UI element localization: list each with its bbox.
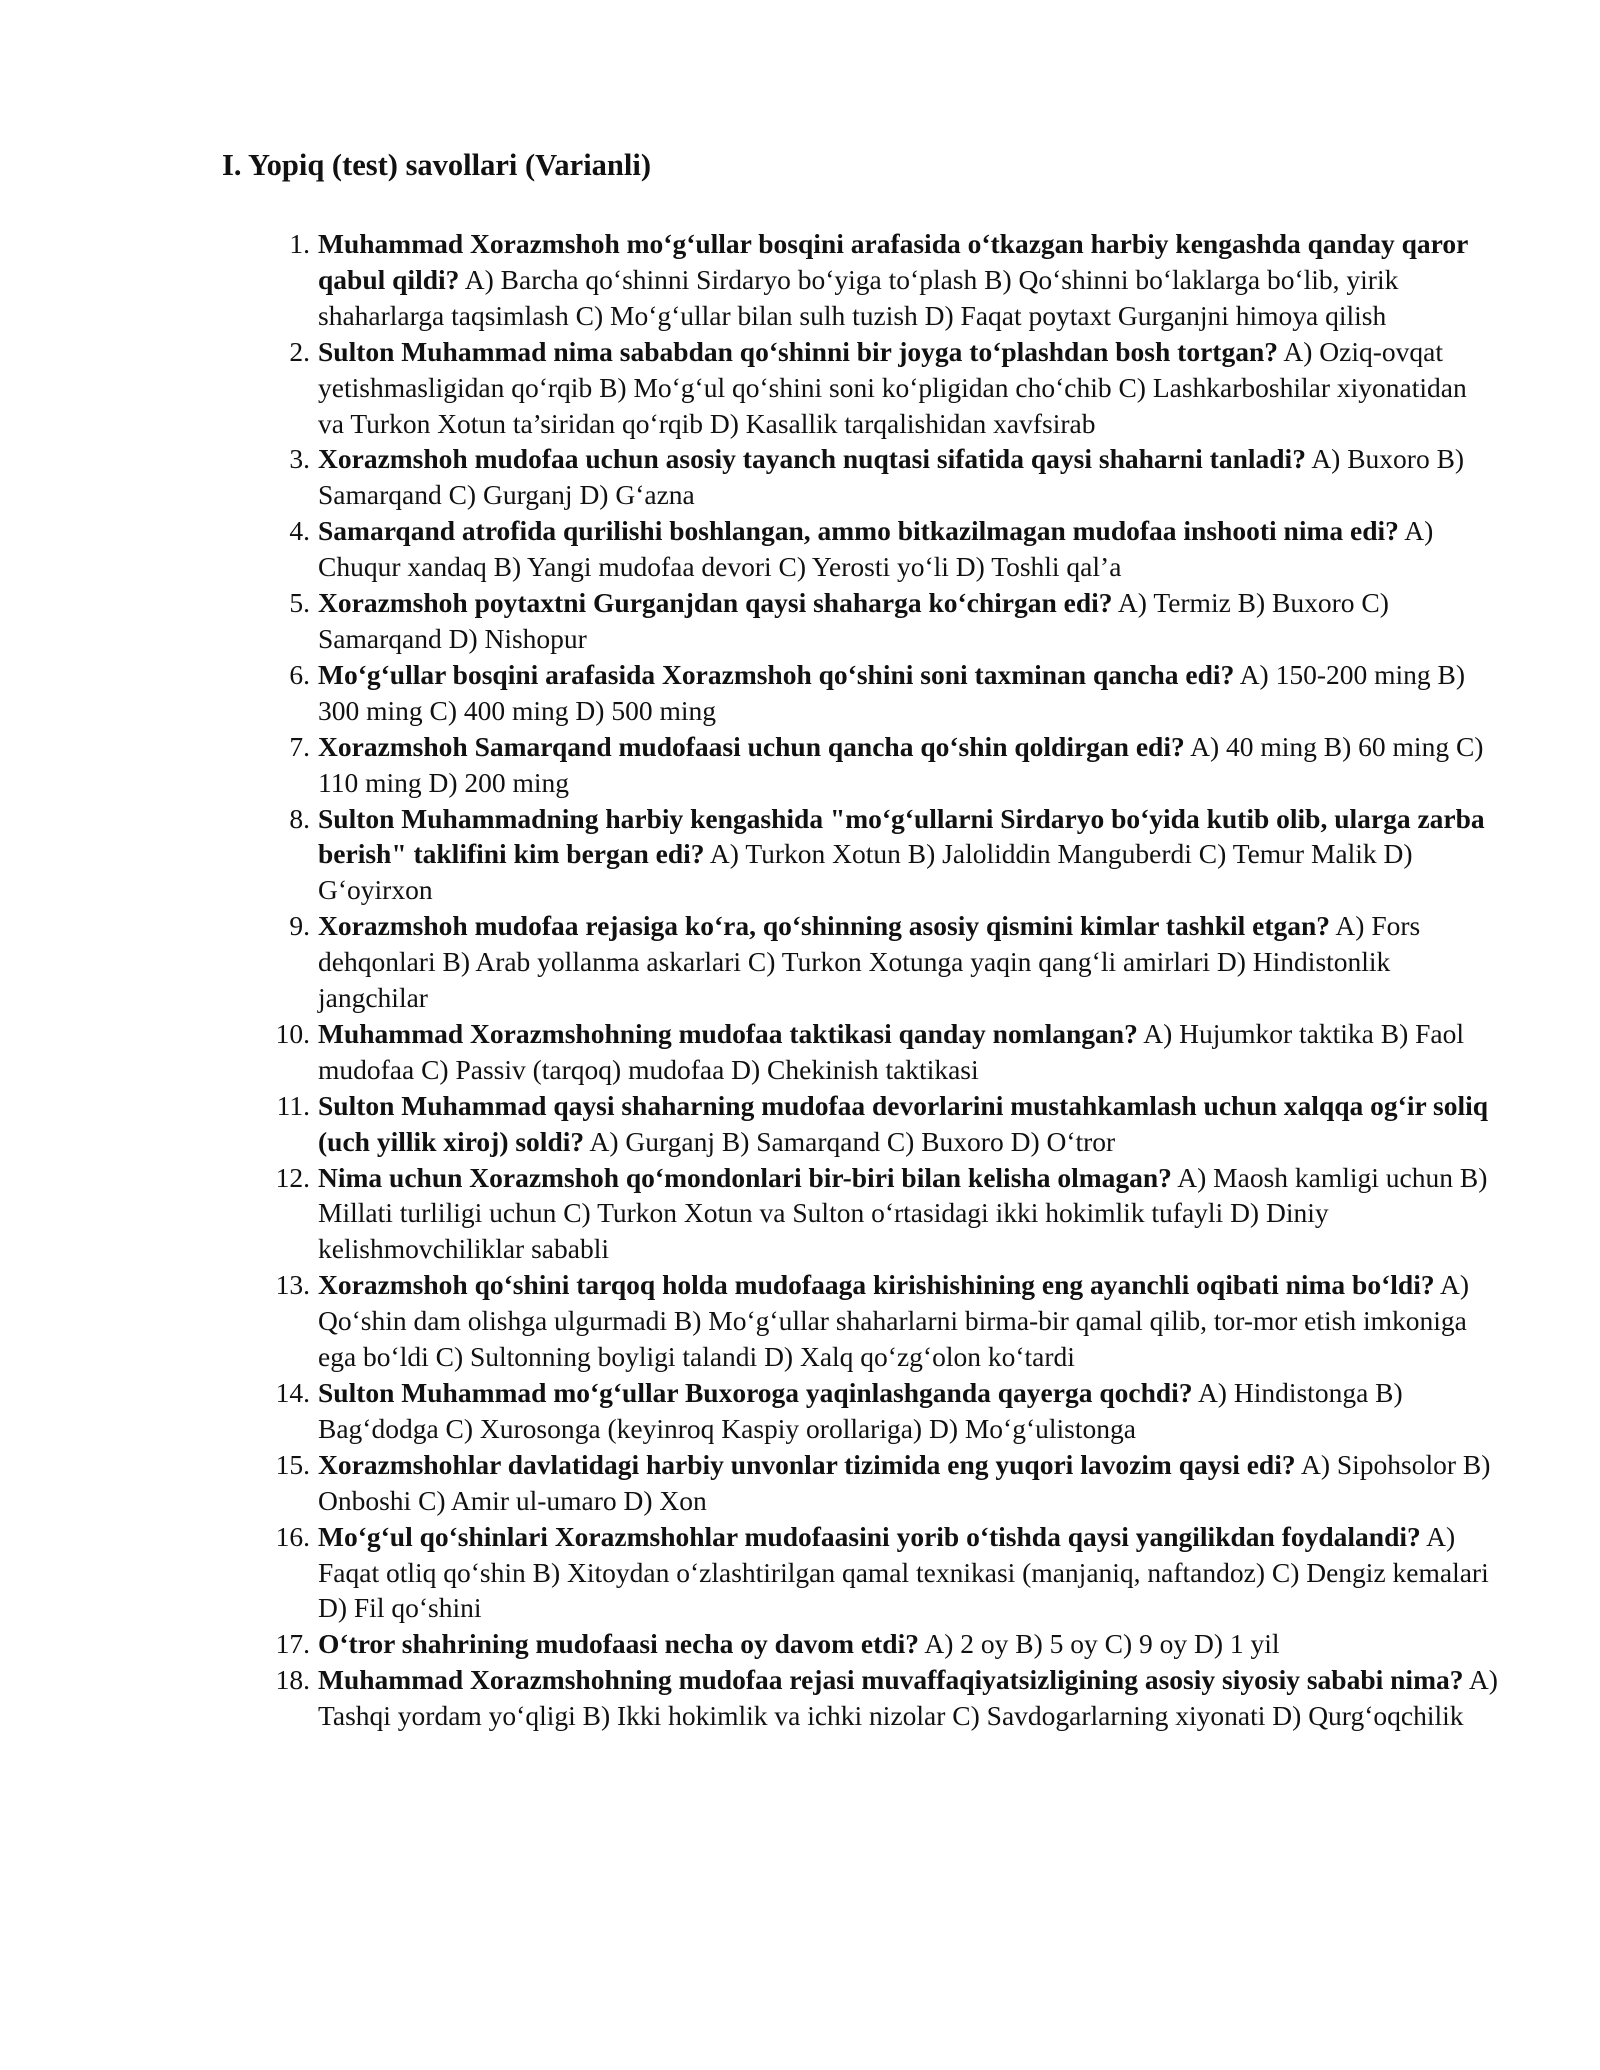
answer-options: A) Qo‘shin dam olishga ulgurmadi B) Mo‘g‘ullar shaharlarni birma-bir qamal qilib, tor-mor etish imkoniga ega bo‘ldi C) Sultonning boyligi talandi D) Xalq qo‘zg‘olon ko‘tardi [318, 1269, 1469, 1373]
question-number: 16. [275, 1520, 310, 1552]
answer-options: A) Turkon Xotun B) Jaloliddin Manguberdi C) Temur Malik D) G‘oyirxon [318, 838, 1413, 906]
question-item [289, 441, 1498, 513]
question-number: 17. [275, 1628, 310, 1660]
question-text: Xorazmshoh mudofaa uchun asosiy tayanch nuqtasi sifatida qaysi shaharni tanladi? [318, 443, 1306, 475]
question-number: 8. [289, 802, 310, 834]
question-item [275, 1662, 1498, 1734]
question-text: Sulton Muhammad mo‘g‘ullar Buxoroga yaqinlashganda qayerga qochdi? [318, 1377, 1193, 1408]
question-text: Xorazmshoh qo‘shini tarqoq holda mudofaaga kirishishining eng ayanchli oqibati nima bo‘ldi? [318, 1269, 1435, 1301]
question-number: 5. [289, 587, 310, 619]
question-text: Xorazmshoh poytaxtni Gurganjdan qaysi shaharga ko‘chirgan edi? [318, 587, 1113, 619]
question-item [275, 1519, 1498, 1627]
answer-options: A) Oziq-ovqat yetishmasligidan qo‘rqib B) Mo‘g‘ul qo‘shini soni ko‘pligidan cho‘chib C) Lashkarboshilar xiyonatidan va Turkon Xotun ta’siridan qo‘rqib D) Kasallik tarqalishidan xavfsirab [318, 335, 1467, 439]
answer-options: A) Hujumkor taktika B) Faol mudofaa C) Passiv (tarqoq) mudofaa D) Chekinish taktikasi [318, 1017, 1464, 1085]
answer-options: A) Buxoro B) Samarqand C) Gurganj D) G‘azna [318, 443, 1465, 511]
question-item [275, 1160, 1498, 1268]
question-item [289, 226, 1498, 334]
question-number: 6. [289, 658, 310, 690]
answer-options: A) Fors dehqonlari B) Arab yollanma askarlari C) Turkon Xotunga yaqin qang‘li amirlari D) Hindistonlik jangchilar [318, 910, 1421, 1014]
answer-options: A) Chuqur xandaq B) Yangi mudofaa devori C) Yerosti yo‘li D) Toshli qal’a [318, 515, 1434, 583]
question-text: Sulton Muhammadning harbiy kengashida "mo‘g‘ullarni Sirdaryo bo‘yida kutib olib, ularga zarba berish" taklifini kim bergan edi? [318, 802, 1485, 870]
question-text: Muhammad Xorazmshohning mudofaa rejasi muvaffaqiyatsizligining asosiy siyosiy sababi nima? [318, 1664, 1464, 1696]
question-number: 9. [289, 910, 310, 942]
question-item [275, 1016, 1498, 1088]
answer-options: A) Barcha qo‘shinni Sirdaryo bo‘yiga to‘plash B) Qo‘shinni bo‘laklarga bo‘lib, yirik shaharlarga taqsimlash C) Mo‘g‘ullar bilan sulh tuzish D) Faqat poytaxt Gurganjni himoya qilish [318, 263, 1399, 331]
question-item [289, 801, 1498, 909]
question-text: Sulton Muhammad nima sababdan qo‘shinni bir joyga to‘plashdan bosh tortgan? [318, 335, 1278, 367]
question-text: Mo‘g‘ul qo‘shinlari Xorazmshohlar mudofaasini yorib o‘tishda qaysi yangilikdan foydalandi? [318, 1520, 1421, 1552]
question-item [289, 908, 1498, 1016]
question-number: 13. [275, 1269, 310, 1301]
answer-options: A) Tashqi yordam yo‘qligi B) Ikki hokimlik va ichki nizolar C) Savdogarlarning xiyonati D) Qurg‘oqchilik [318, 1664, 1498, 1732]
question-number: 10. [275, 1017, 310, 1049]
question-number: 15. [275, 1448, 310, 1480]
question-item [276, 1088, 1498, 1160]
question-item [275, 1447, 1498, 1519]
question-text: Sulton Muhammad qaysi shaharning mudofaa devorlarini mustahkamlash uchun xalqqa og‘ir soliq (uch yillik xiroj) soldi? [318, 1089, 1489, 1157]
answer-options: A) Gurganj B) Samarqand C) Buxoro D) O‘tror [589, 1125, 1116, 1157]
question-number: 18. [275, 1664, 310, 1696]
question-number: 2. [289, 335, 310, 367]
question-text: Xorazmshoh Samarqand mudofaasi uchun qancha qo‘shin qoldirgan edi? [318, 730, 1185, 762]
question-item [289, 729, 1498, 801]
question-number: 4. [289, 515, 310, 547]
question-item [289, 585, 1498, 657]
answer-options: A) Faqat otliq qo‘shin B) Xitoydan o‘zlashtirilgan qamal texnikasi (manjaniq, naftandoz) C) Dengiz kemalari D) Fil qo‘shini [318, 1520, 1489, 1624]
question-text: Muhammad Xorazmshohning mudofaa taktikasi qanday nomlangan? [318, 1017, 1138, 1049]
question-item [275, 1267, 1498, 1375]
question-number: 11. [276, 1089, 310, 1121]
question-list [275, 226, 1498, 1734]
answer-options: A) Termiz B) Buxoro C) Samarqand D) Nishopur [318, 587, 1389, 654]
answer-options: A) Maosh kamligi uchun B) Millati turliligi uchun C) Turkon Xotun va Sulton o‘rtasidagi ikki hokimlik tufayli D) Diniy kelishmovchiliklar sababli [318, 1161, 1488, 1265]
question-number: 12. [275, 1161, 310, 1193]
answer-options: A) Sipohsolor B) Onboshi C) Amir ul-umaro D) Xon [318, 1448, 1491, 1516]
answer-options: A) 150-200 ming B) 300 ming C) 400 ming D) 500 ming [318, 658, 1466, 726]
question-number: 1. [289, 228, 310, 259]
question-number: 7. [289, 730, 310, 762]
question-text: O‘tror shahrining mudofaasi necha oy davom etdi? [318, 1628, 919, 1660]
section-heading: I. Yopiq (test) savollari (Varianli) [222, 148, 651, 182]
question-item [289, 334, 1498, 442]
question-number: 3. [289, 443, 310, 475]
question-item [289, 513, 1498, 585]
question-item [275, 1626, 1498, 1662]
answer-options: A) 2 oy B) 5 oy C) 9 oy D) 1 yil [924, 1628, 1280, 1660]
question-text: Nima uchun Xorazmshoh qo‘mondonlari bir-biri bilan kelisha olmagan? [318, 1161, 1172, 1193]
question-text: Samarqand atrofida qurilishi boshlangan, ammo bitkazilmagan mudofaa inshooti nima edi? [318, 515, 1399, 547]
answer-options: A) Hindistonga B) Bag‘dodga C) Xurosonga (keyinroq Kaspiy orollariga) D) Mo‘g‘ulistonga [318, 1377, 1403, 1444]
question-text: Muhammad Xorazmshoh mo‘g‘ullar bosqini arafasida o‘tkazgan harbiy kengashda qanday qaror qabul qildi? [318, 228, 1468, 295]
question-number: 14. [275, 1377, 310, 1408]
answer-options: A) 40 ming B) 60 ming C) 110 ming D) 200 ming [318, 730, 1484, 798]
question-text: Xorazmshoh mudofaa rejasiga ko‘ra, qo‘shinning asosiy qismini kimlar tashkil etgan? [318, 910, 1331, 942]
question-item [275, 1375, 1498, 1447]
question-item [289, 657, 1498, 729]
question-text: Xorazmshohlar davlatidagi harbiy unvonlar tizimida eng yuqori lavozim qaysi edi? [318, 1448, 1296, 1480]
question-text: Mo‘g‘ullar bosqini arafasida Xorazmshoh qo‘shini soni taxminan qancha edi? [318, 658, 1235, 690]
